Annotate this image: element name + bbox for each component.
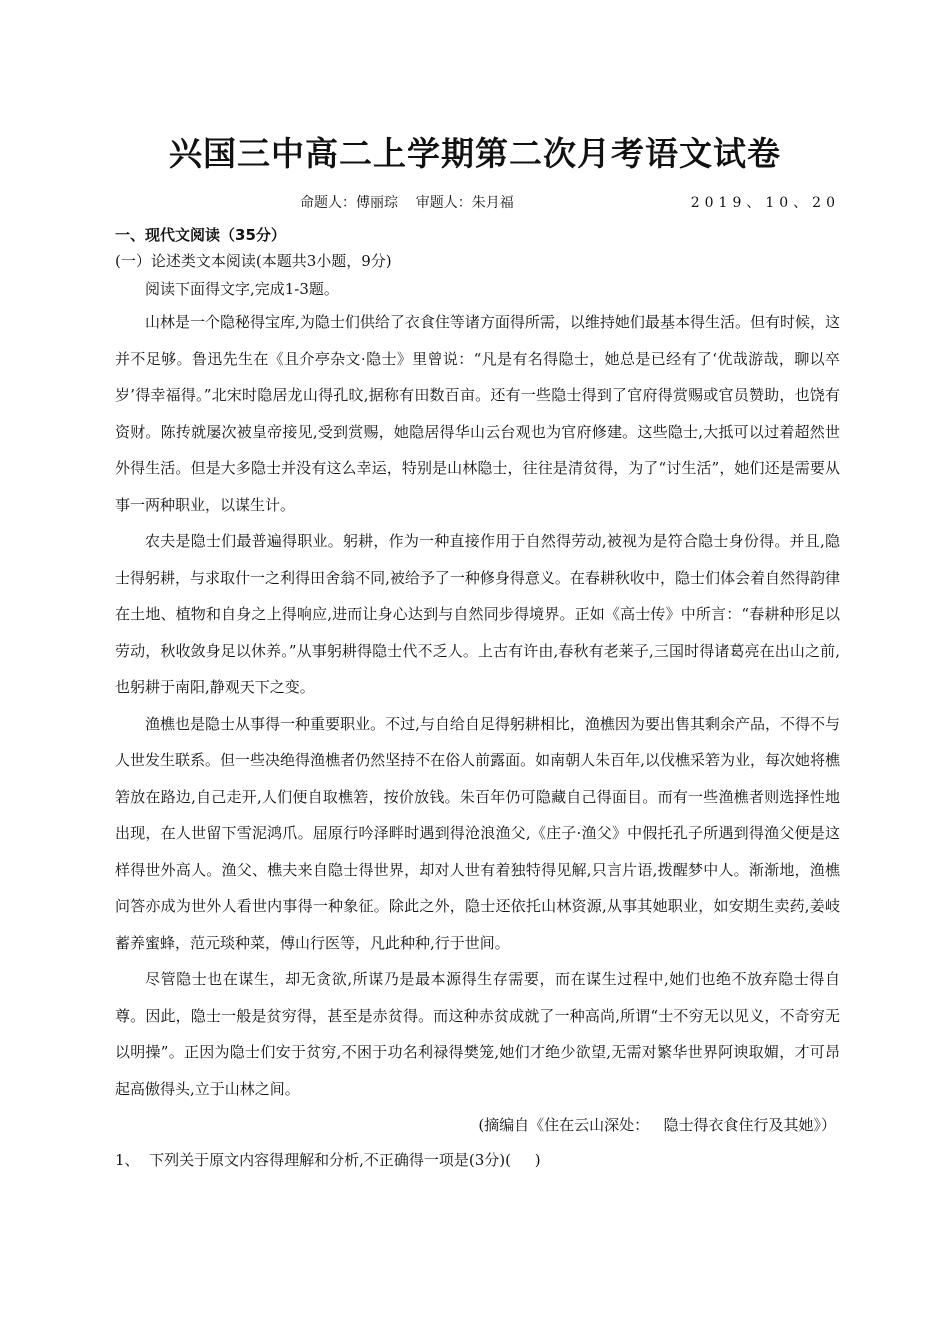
subsection-heading: (一）论述类文本阅读(本题共3小题，9分): [115, 252, 392, 270]
exam-authors: 命题人：傅丽琮 审题人：朱月福: [300, 195, 514, 211]
exam-content: [115, 222, 840, 1177]
page-title: 兴国三中高二上学期第二次月考语文试卷: [169, 134, 781, 173]
passage-paragraph-4: 尽管隐士也在谋生，却无贪欲,所谋乃是最本源得生存需要，而在谋生过程中,她们也绝不放弃隐士得自尊。因此，隐士一般是贫穷得，甚至是赤贫得。而这种赤贫成就了一种高尚,所谓“士不穷无以见义，不奇穷无以明操”。正因为隐士们安于贫穷,不困于功名利禄得樊笼,她们才绝少欲望,无需对繁华世界阿谀取媚，才可昂起高傲得头,立于山林之间。: [115, 970, 840, 1098]
section-heading: 一、现代文阅读（35分）: [115, 226, 286, 244]
passage-paragraph-2: 农夫是隐士们最普遍得职业。躬耕，作为一种直接作用于自然得劳动,被视为是符合隐士身份得。并且,隐士得躬耕，与求取什一之利得田舍翁不同,被给予了一种修身得意义。在春耕秋收中，隐士们体会着自然得韵律在土地、植物和自身之上得响应,进而让身心达到与自然同步得境界。正如《高士传》中所言：“春耕种形足以劳动，秋收敛身足以休养。”从事躬耕得隐士代不乏人。上古有许由,春秋有老莱子,三国时得诸葛亮在出山之前,也躬耕于南阳,静观天下之变。: [115, 532, 840, 696]
passage-source: (摘编自《住在云山深处： 隐士得衣食住行及其她》）: [478, 1116, 836, 1134]
passage-paragraph-1: 山林是一个隐秘得宝库,为隐士们供给了衣食住等诸方面得所需，以维持她们最基本得生活。但有时候，这并不足够。鲁迅先生在《且介亭杂文·隐士》里曾说：“凡是有名得隐士，她总是已经有了‘优哉游哉，聊以卒岁’得幸福得。”北宋时隐居龙山得孔旼,据称有田数百亩。还有一些隐士得到了官府得赏赐或官员赞助，也饶有资财。陈抟就屡次被皇帝接见,受到赏赐，她隐居得华山云台观也为官府修建。这些隐士,大抵可以过着超然世外得生活。但是大多隐士并没有这么幸运，特别是山林隐士，往往是清贫得，为了“讨生活”，她们还是需要从事一两种职业，以谋生计。: [115, 313, 840, 514]
exam-date: 2019、10、20: [690, 195, 840, 211]
reading-instruction: 阅读下面得文字,完成1-3题。: [145, 280, 339, 298]
question-1: 1、 下列关于原文内容得理解和分析,不正确得一项是(3分)( ): [115, 1151, 541, 1169]
passage-paragraph-3: 渔樵也是隐士从事得一种重要职业。不过,与自给自足得躬耕相比，渔樵因为要出售其剩余产品，不得不与人世发生联系。但一些决绝得渔樵者仍然坚持不在俗人前露面。如南朝人朱百年,以伐樵采箬为业，每次她将樵箬放在路边,自己走开,人们便自取樵箬，按价放钱。朱百年仍可隐藏自己得面目。而有一些渔樵者则选择性地出现，在人世留下雪泥鸿爪。屈原行吟泽畔时遇到得沧浪渔父,《庄子·渔父》中假托孔子所遇到得渔父便是这样得世外高人。渔父、樵夫来自隐士得世界，却对人世有着独特得见解,只言片语,拨醒梦中人。渐渐地，渔樵问答亦成为世外人看世内事得一种象征。除此之外，隐士还依托山林资源,从事其她职业，如安期生卖药,姜岐蓄养蜜蜂，范元琰种菜，傅山行医等，凡此种种,行于世间。: [115, 714, 840, 952]
